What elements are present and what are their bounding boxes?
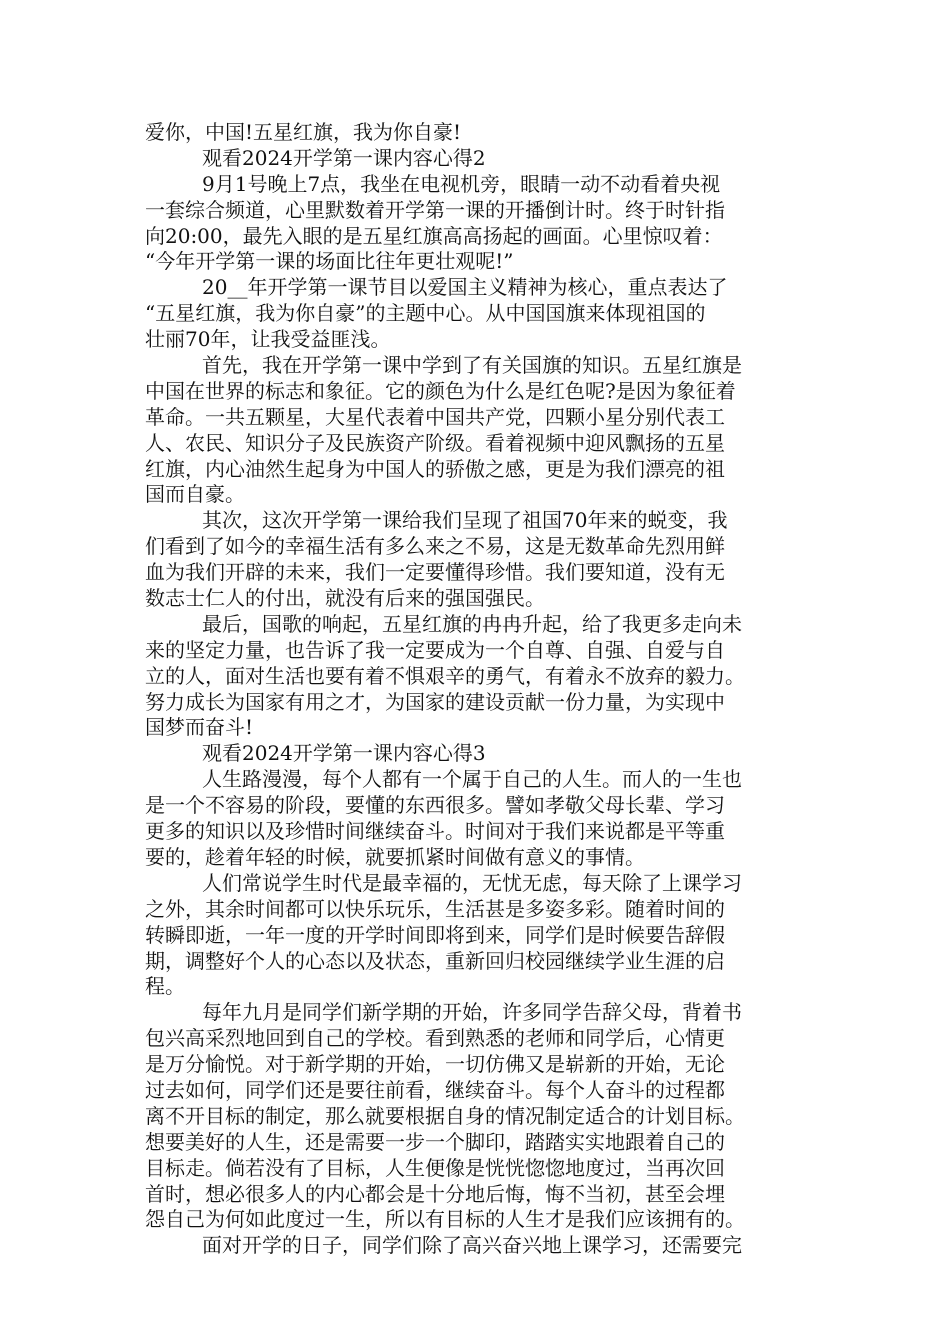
text-line: 包兴高采烈地回到自己的学校。看到熟悉的老师和同学后，心情更 (145, 1026, 725, 1051)
text-line: 要的，趁着年轻的时候，就要抓紧时间做有意义的事情。 (145, 844, 645, 869)
text-line: 红旗，内心油然生起身为中国人的骄傲之感，更是为我们漂亮的祖 (145, 456, 725, 481)
text-line: 更多的知识以及珍惜时间继续奋斗。时间对于我们来说都是平等重 (145, 819, 725, 844)
text-line: 每年九月是同学们新学期的开始，许多同学告辞父母，背着书 (202, 1000, 742, 1025)
text-line: 向20:00，最先入眼的是五星红旗高高扬起的画面。心里惊叹着： (145, 223, 723, 248)
text-line: 革命。一共五颗星，大星代表着中国共产党，四颗小星分别代表工 (145, 404, 725, 429)
text-line: 最后，国歌的响起，五星红旗的冉冉升起，给了我更多走向未 (202, 611, 742, 636)
text-line: 努力成长为国家有用之才，为国家的建设贡献一份力量，为实现中 (145, 689, 725, 714)
text-line: 人生路漫漫，每个人都有一个属于自己的人生。而人的一生也 (202, 767, 742, 792)
text-line: 其次，这次开学第一课给我们呈现了祖国70年来的蜕变，我 (202, 508, 728, 533)
text-line: 之外，其余时间都可以快乐玩乐，生活甚是多姿多彩。随着时间的 (145, 896, 725, 921)
text-line: 首先，我在开学第一课中学到了有关国旗的知识。五星红旗是 (202, 353, 742, 378)
text-line: 程。 (145, 974, 185, 999)
text-line: “今年开学第一课的场面比往年更壮观呢!” (145, 249, 514, 274)
text-line: 转瞬即逝，一年一度的开学时间即将到来，同学们是时候要告辞假 (145, 922, 725, 947)
text-line: 目标走。倘若没有了目标，人生便像是恍恍惚惚地度过，当再次回 (145, 1155, 725, 1180)
document-body (145, 120, 805, 1259)
text-line: 首时，想必很多人的内心都会是十分地后悔，悔不当初，甚至会埋 (145, 1181, 725, 1206)
text-line: 过去如何，同学们还是要往前看，继续奋斗。每个人奋斗的过程都 (145, 1077, 725, 1102)
text-line: 观看2024开学第一课内容心得2 (202, 145, 486, 170)
text-line: 想要美好的人生，还是需要一步一个脚印，踏踏实实地跟着自己的 (145, 1129, 725, 1154)
text-line: 面对开学的日子，同学们除了高兴奋兴地上课学习，还需要完 (202, 1233, 742, 1258)
document-page (145, 120, 805, 1259)
text-line: 壮丽70年，让我受益匪浅。 (145, 327, 391, 352)
text-line: 数志士仁人的付出，就没有后来的强国强民。 (145, 586, 545, 611)
text-line: 观看2024开学第一课内容心得3 (202, 741, 486, 766)
text-line: 人们常说学生时代是最幸福的，无忧无虑，每天除了上课学习 (202, 870, 742, 895)
text-line: 20__年开学第一课节目以爱国主义精神为核心，重点表达了 (202, 275, 728, 300)
text-line: 9月1号晚上7点，我坐在电视机旁，眼睛一动不动看着央视 (202, 171, 721, 196)
text-line: 期，调整好个人的心态以及状态，重新回归校园继续学业生涯的启 (145, 948, 725, 973)
text-line: 血为我们开辟的未来，我们一定要懂得珍惜。我们要知道，没有无 (145, 560, 725, 585)
text-line: 离不开目标的制定，那么就要根据自身的情况制定适合的计划目标。 (145, 1103, 745, 1128)
text-line: 一套综合频道，心里默数着开学第一课的开播倒计时。终于时针指 (145, 197, 725, 222)
text-line: 是万分愉悦。对于新学期的开始，一切仿佛又是崭新的开始，无论 (145, 1052, 725, 1077)
text-line: “五星红旗，我为你自豪”的主题中心。从中国国旗来体现祖国的 (145, 301, 706, 326)
text-line: 国而自豪。 (145, 482, 245, 507)
text-line: 爱你，中国!五星红旗，我为你自豪! (145, 120, 462, 144)
text-line: 人、农民、知识分子及民族资产阶级。看着视频中迎风飘扬的五星 (145, 430, 725, 455)
text-line: 来的坚定力量，也告诉了我一定要成为一个自尊、自强、自爱与自 (145, 637, 725, 662)
text-line: 中国在世界的标志和象征。它的颜色为什么是红色呢?是因为象征着 (145, 378, 736, 403)
text-line: 国梦而奋斗! (145, 715, 254, 740)
text-line: 是一个不容易的阶段，要懂的东西很多。譬如孝敬父母长辈、学习 (145, 793, 725, 818)
text-line: 们看到了如今的幸福生活有多么来之不易，这是无数革命先烈用鲜 (145, 534, 725, 559)
text-line: 怨自己为何如此度过一生，所以有目标的人生才是我们应该拥有的。 (145, 1207, 745, 1232)
text-line: 立的人，面对生活也要有着不惧艰辛的勇气，有着永不放弃的毅力。 (145, 663, 745, 688)
